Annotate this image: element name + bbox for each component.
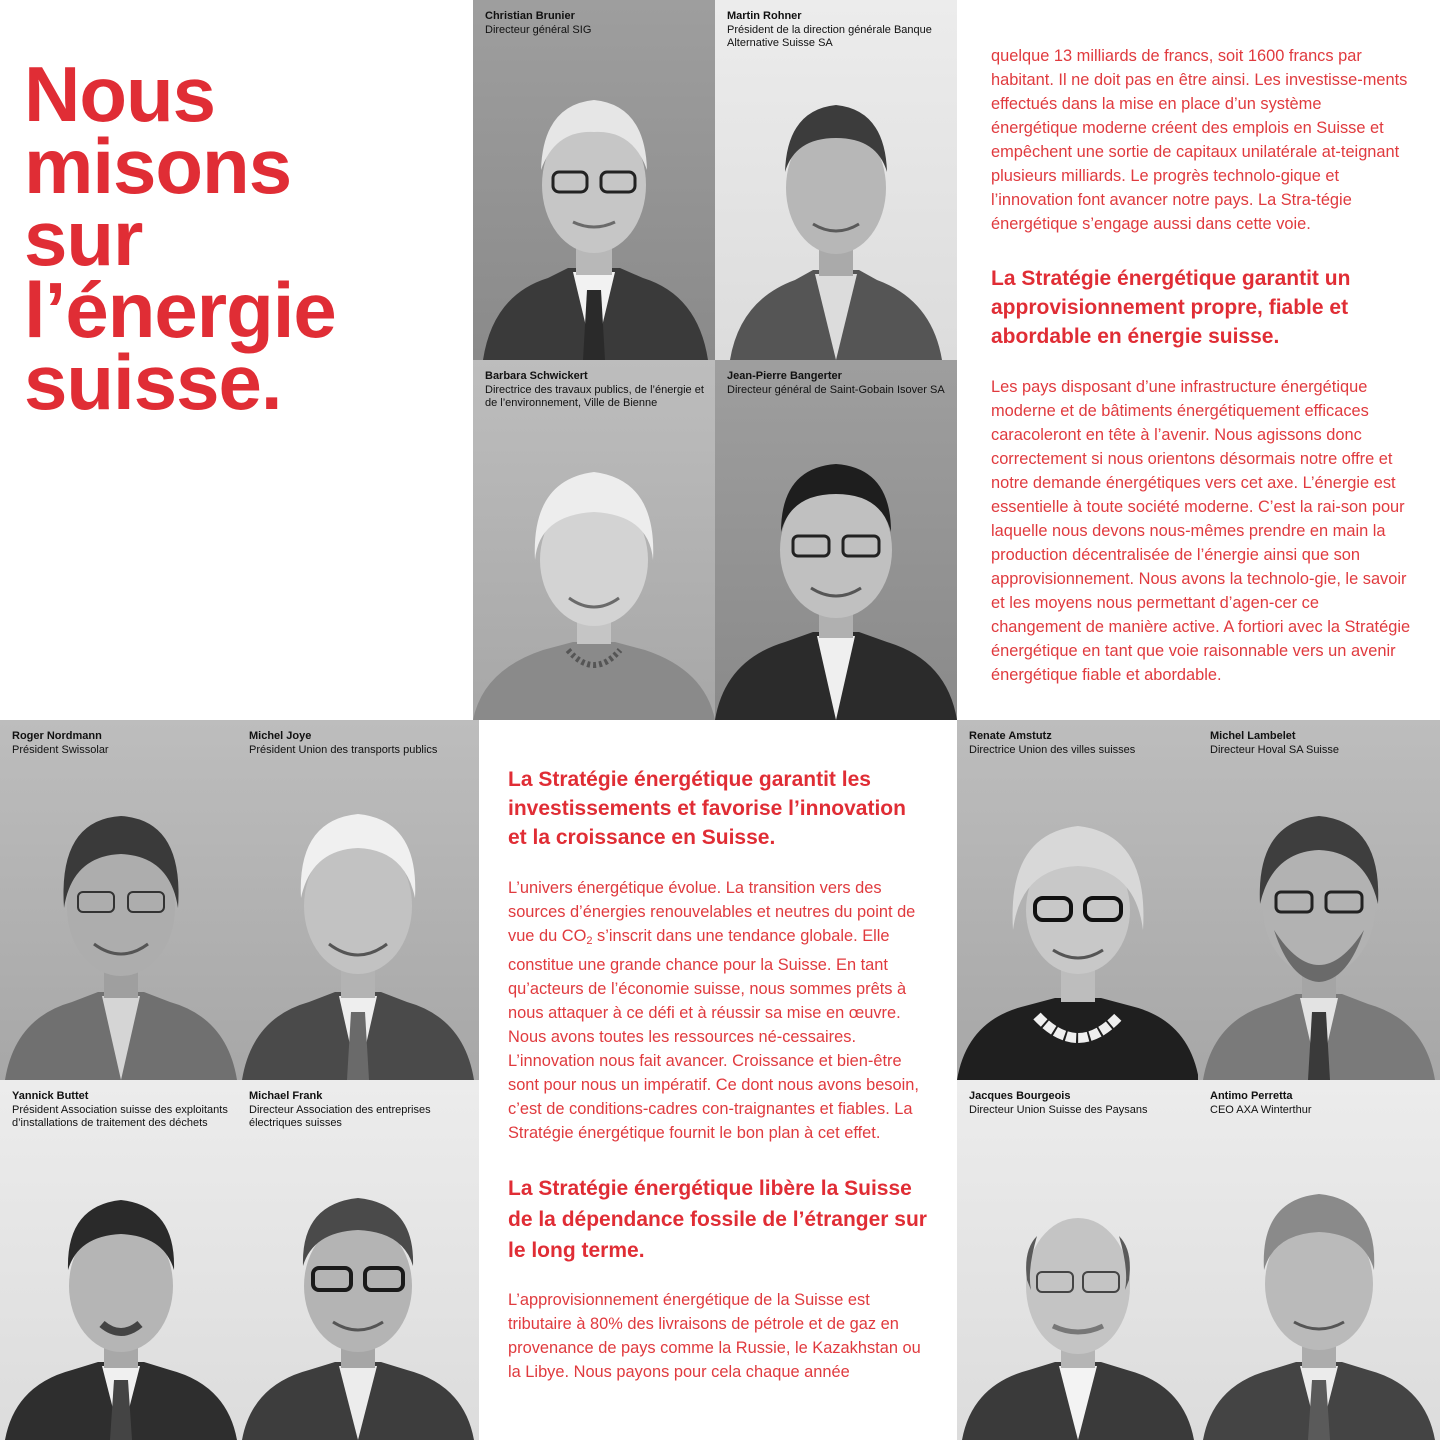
portrait-jacques-bourgeois xyxy=(957,1080,1199,1440)
person-role: Président de la direction générale Banque Alternative Suisse SA xyxy=(727,23,932,49)
section-heading: La Stratégie énergétique libère la Suisse de la dépendance fossile de l’étranger sur le long terme. xyxy=(508,1177,927,1262)
person-name: Jacques Bourgeois xyxy=(969,1090,1071,1102)
person-role: Directeur général de Saint-Gobain Isover SA xyxy=(727,383,945,396)
person-role: CEO AXA Winterthur xyxy=(1210,1103,1312,1116)
portrait-caption xyxy=(12,1090,236,1131)
portrait-caption xyxy=(485,10,709,37)
title-line: l’énergie xyxy=(24,266,336,354)
person-role: Directeur Union Suisse des Paysans xyxy=(969,1103,1148,1116)
person-photo xyxy=(957,780,1199,1080)
portrait-michael-frank xyxy=(237,1080,479,1440)
text-segment: L’univers énergétique évolue. La transition vers des sources d’énergies renouvelables et neutres du point de vue du CO xyxy=(508,879,916,945)
person-photo xyxy=(473,420,715,720)
person-name: Renate Amstutz xyxy=(969,730,1052,742)
portrait-caption xyxy=(249,1090,473,1131)
portrait-antimo-perretta xyxy=(1198,1080,1440,1440)
section-heading: La Stratégie énergétique garantit un approvisionnement propre, fiable et abordable en énergie suisse. xyxy=(991,267,1351,348)
person-photo xyxy=(0,780,242,1080)
person-name: Jean-Pierre Bangerter xyxy=(727,370,842,382)
person-photo xyxy=(0,1140,242,1440)
text-segment: s’inscrit dans une tendance globale. Elle constitue une grande chance pour la Suisse. En tant qu’acteurs de l’économie suisse, nous sommes prêts à nous attaquer à ce défi et à réussir sa mise en œuvre. Nous avons toutes les ressources né-cessaires. L’innovation nous fait avancer. Croissance et bien-être sont pour nous un impératif. Ce dont nous avons besoin, c’est de conditions-cadres con-traignantes et fiables. La Stratégie énergétique fournit le bon plan à cet effet. xyxy=(508,927,919,1142)
person-name: Roger Nordmann xyxy=(12,730,102,742)
title-line: sur xyxy=(24,194,143,282)
section-heading: La Stratégie énergétique garantit les investissements et favorise l’innovation et la croissance en Suisse. xyxy=(508,768,906,849)
center-text-column xyxy=(508,765,928,1384)
body-paragraph: quelque 13 milliards de francs, soit 1600 francs par habitant. Il ne doit pas en être ainsi. Les investisse-ments effectués dans la mise en place d’un système énergétique moderne créent des emplois en Suisse et empêchent une sortie de capitaux unilatérale at-teignant plusieurs milliards. Le progrès technolo-gique et l’innovation font avancer notre pays. La Stra-tégie énergétique s’engage aussi dans cette voie. xyxy=(991,47,1408,233)
portrait-jean-pierre-bangerter xyxy=(715,360,957,720)
person-name: Martin Rohner xyxy=(727,10,802,22)
body-paragraph: Les pays disposant d’une infrastructure énergétique moderne et de bâtiments énergétiquement efficaces caracoleront en tête à l’avenir. Nous agissons donc correctement si nous orientons désormais notre offre et notre demande énergétiques vers cet axe. L’énergie est essentielle à toute société moderne. C’est la rai-son pour laquelle nous devons nous-mêmes prendre en main la production décentralisée de l’énergie ainsi que son approvisionnement. Nous avons la technolo-gie, le savoir et les moyens nous permettant d’agen-cer ce changement de manière active. A fortiori avec la Stratégie énergétique en tant que voie raisonnable vers un avenir énergétique fiable et abordable. xyxy=(991,378,1411,684)
body-paragraph xyxy=(508,876,928,1145)
body-paragraph: L’approvisionnement énergétique de la Suisse est tributaire à 80% des livraisons de pétrole et de gaz en provenance de pays comme la Russie, le Kazakhstan ou la Libye. Nous payons pour cela chaque année xyxy=(508,1291,921,1381)
person-photo xyxy=(957,1140,1199,1440)
person-role: Directeur Hoval SA Suisse xyxy=(1210,743,1339,756)
portrait-renate-amstutz xyxy=(957,720,1199,1080)
portrait-christian-brunier xyxy=(473,0,715,360)
page-title xyxy=(24,50,464,426)
title-line: misons xyxy=(24,122,292,210)
person-role: Président Association suisse des exploitants d’installations de traitement des déchets xyxy=(12,1103,228,1129)
person-name: Antimo Perretta xyxy=(1210,1090,1293,1102)
subscript: 2 xyxy=(586,935,593,947)
title-line: Nous xyxy=(24,50,215,138)
person-photo xyxy=(473,60,715,360)
portrait-caption xyxy=(1210,1090,1434,1117)
right-text-column xyxy=(991,44,1411,687)
portrait-barbara-schwickert xyxy=(473,360,715,720)
portrait-michel-joye xyxy=(237,720,479,1080)
person-name: Michael Frank xyxy=(249,1090,323,1102)
portrait-caption xyxy=(485,370,709,411)
title-line: suisse. xyxy=(24,338,282,426)
person-name: Michel Lambelet xyxy=(1210,730,1296,742)
person-role: Directrice Union des villes suisses xyxy=(969,743,1136,756)
portrait-martin-rohner xyxy=(715,0,957,360)
person-photo xyxy=(237,1140,479,1440)
person-photo xyxy=(237,780,479,1080)
person-photo xyxy=(715,60,957,360)
person-role: Directrice des travaux publics, de l’énergie et de l’environnement, Ville de Bienne xyxy=(485,383,704,409)
person-role: Président Union des transports publics xyxy=(249,743,438,756)
person-role: Directeur général SIG xyxy=(485,23,592,36)
person-name: Barbara Schwickert xyxy=(485,370,588,382)
person-name: Michel Joye xyxy=(249,730,312,742)
portrait-caption xyxy=(249,730,473,757)
person-photo xyxy=(1198,1140,1440,1440)
person-name: Christian Brunier xyxy=(485,10,575,22)
portrait-caption xyxy=(727,10,951,51)
portrait-caption xyxy=(12,730,236,757)
person-name: Yannick Buttet xyxy=(12,1090,89,1102)
person-role: Président Swissolar xyxy=(12,743,109,756)
person-photo xyxy=(715,420,957,720)
portrait-yannick-buttet xyxy=(0,1080,242,1440)
portrait-caption xyxy=(1210,730,1434,757)
portrait-michel-lambelet xyxy=(1198,720,1440,1080)
portrait-caption xyxy=(727,370,951,397)
portrait-roger-nordmann xyxy=(0,720,242,1080)
portrait-caption xyxy=(969,1090,1193,1117)
portrait-caption xyxy=(969,730,1193,757)
person-role: Directeur Association des entreprises électriques suisses xyxy=(249,1103,431,1129)
person-photo xyxy=(1198,780,1440,1080)
